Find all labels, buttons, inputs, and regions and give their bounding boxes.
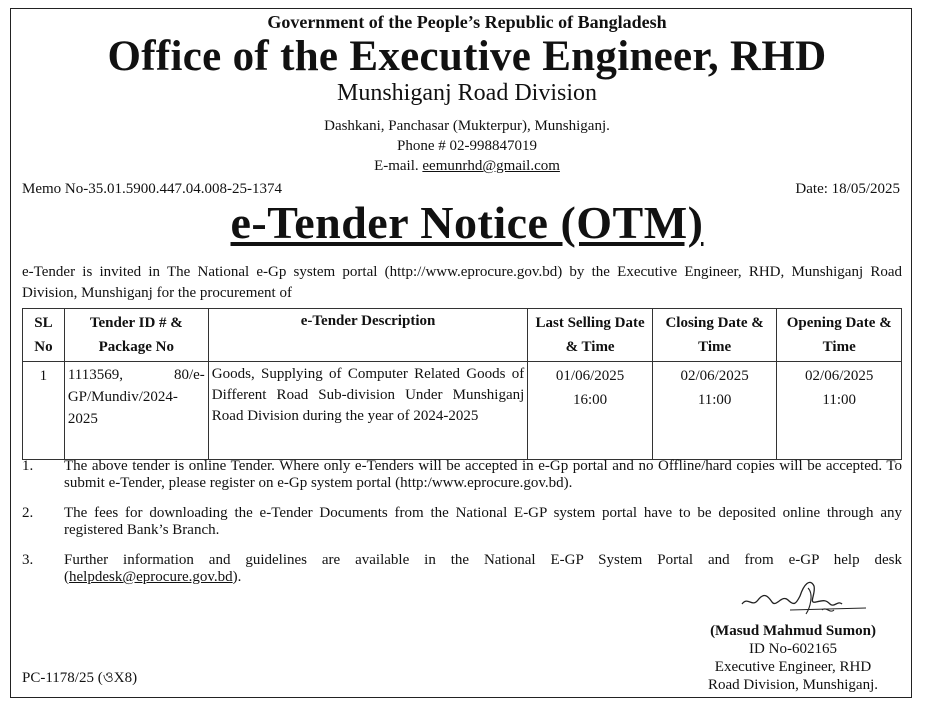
helpdesk-email-link[interactable]: helpdesk@eprocure.gov.bd [69, 569, 233, 585]
cell-sl: 1 [23, 362, 65, 460]
signer-block [690, 622, 896, 694]
header-tender-id: Tender ID # & Package No [64, 309, 208, 362]
closing-time: 11:00 [697, 392, 732, 408]
table-row [23, 362, 902, 460]
note-item [22, 458, 902, 492]
header-sl: SL No [23, 309, 65, 362]
signer-name: (Masud Mahmud Sumon) [710, 623, 876, 639]
header-closing: Closing Date & Time [652, 309, 777, 362]
header-opening: Opening Date & Time [777, 309, 902, 362]
notice-title: e-Tender Notice (OTM) [230, 197, 704, 248]
office-phone: Phone # 02-998847019 [397, 138, 537, 154]
header-last-selling: Last Selling Date & Time [528, 309, 653, 362]
link-open-paren: ( [64, 569, 69, 585]
email-link[interactable]: eemunrhd@gmail.com [422, 158, 560, 174]
signer-title: Executive Engineer, RHD [714, 659, 872, 675]
note-number: 2. [22, 505, 34, 521]
office-title: Office of the Executive Engineer, RHD [107, 33, 827, 80]
table-header-row [23, 309, 902, 362]
note-number: 1. [22, 458, 34, 474]
memo-number: Memo No-35.01.5900.447.04.008-25-1374 [22, 181, 282, 197]
note-text: The above tender is online Tender. Where only e-Tenders will be accepted in e-Gp portal and no Offline/hard copies will be accepted. To submit e-Tender, please register on e-Gp system portal (http:/www.eprocure.gov.bd). [64, 458, 902, 491]
note-item [22, 505, 902, 539]
cell-closing [652, 362, 777, 460]
opening-date: 02/06/2025 [805, 368, 874, 384]
pc-number: PC-1178/25 (ওX8) [22, 670, 138, 686]
cell-tender-id: 1113569, 80/e-GP/Mundiv/2024-2025 [64, 362, 208, 460]
notice-date: Date: 18/05/2025 [795, 181, 900, 197]
email-label: E-mail. [374, 158, 423, 174]
last-selling-date: 01/06/2025 [555, 368, 625, 384]
cell-last-selling [528, 362, 653, 460]
government-line: Government of the People’s Republic of Bangladesh [267, 12, 667, 32]
header-description: e-Tender Description [208, 309, 528, 362]
opening-time: 11:00 [822, 392, 857, 408]
office-address: Dashkani, Panchasar (Mukterpur), Munshiganj. [324, 118, 610, 134]
office-email [0, 158, 934, 175]
signature-icon [730, 574, 870, 620]
closing-date: 02/06/2025 [680, 368, 749, 384]
intro-paragraph: e-Tender is invited in The National e-Gp system portal (http://www.eprocure.gov.bd) by the Executive Engineer, RHD, Munshiganj Road Division, Munshiganj for the procurement of [22, 264, 902, 301]
cell-description: Goods, Supplying of Computer Related Goods of Different Road Sub-division Under Munshiganj Road Division during the year of 2024-2025 [208, 362, 528, 460]
note-number: 3. [22, 552, 34, 568]
cell-opening [777, 362, 902, 460]
tender-table [22, 308, 902, 460]
division-name: Munshiganj Road Division [336, 80, 597, 106]
signer-office: Road Division, Munshiganj. [707, 677, 878, 693]
last-selling-time: 16:00 [573, 392, 608, 408]
note-text: The fees for downloading the e-Tender Documents from the National E-GP system portal have to be deposited online through any registered Bank’s Branch. [64, 505, 902, 538]
link-close-paren: ). [232, 569, 242, 585]
signer-id: ID No-602165 [749, 641, 837, 657]
note-text-main: Further information and guidelines are available in the National E-GP System Portal and from e-GP help desk [64, 552, 902, 568]
